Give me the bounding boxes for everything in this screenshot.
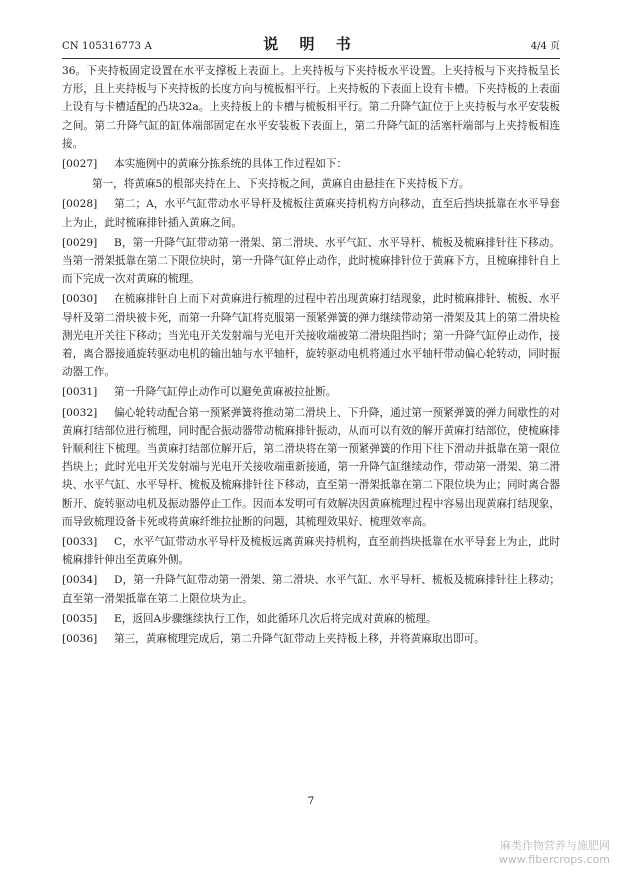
paragraph-text: 第一升降气缸停止动作可以避免黄麻被拉扯断。 [114,386,337,399]
paragraph-number: [0031] [62,386,98,399]
paragraph-text: 偏心轮转动配合第一预紧弹簧将推动第二滑块上、下升降，通过第一预紧弹簧的弹力间歇性的对黄麻打结部位进行梳理，同时配合振动器带动梳麻排针振动，从而可以有效的解开黄麻打结部位，使梳麻排针顺利往下梳理。当黄麻打结部位解开后，第二滑块将在第一预紧弹簧的作用下往下滑动并抵靠在第一限位挡块上；此时光电开关发射端与光电开关接收端重新接通，第一升降气缸继续动作，带动第一滑架、第二滑块、水平气缸、水平导杆、梳板及梳麻排针往下移动，直至第一滑架抵靠在第二下限位块为止；同时离合器断开、旋转驱动电机及振动器停止工作。因而本发明可有效解决因黄麻梳理过程中容易出现黄麻打结现象，而导致梳理设备卡死或将黄麻纤维拉扯断的问题，其梳理效果好、梳理效率高。 [62,406,560,528]
paragraph-text: 第二；A，水平气缸带动水平导杆及梳板往黄麻夹持机构方向移动，直至后挡块抵靠在水平导套上为止，此时梳麻排针插入黄麻之间。 [62,198,560,229]
paragraph [62,195,560,231]
document-body [62,62,560,650]
paragraph-text: E，返回A步骤继续执行工作，如此循环几次后将完成对黄麻的梳理。 [114,612,437,625]
paragraph [62,610,560,628]
page-header [62,30,560,58]
paragraph [62,630,560,648]
paragraph-number: [0027] [62,158,98,171]
paragraph-number: [0034] [62,574,98,587]
paragraph [62,533,560,569]
watermark-name: 麻类作物营养与施肥网 [500,839,610,852]
paragraph-text: 第一，将黄麻5的根部夹持在上、下夹持板之间，黄麻自由悬挂在下夹持板下方。 [92,178,470,191]
paragraph-number: [0032] [62,406,98,419]
paragraph-text: 第三，黄麻梳理完成后，第二升降气缸带动上夹持板上移，并将黄麻取出即可。 [114,633,485,646]
header-divider [62,58,560,59]
paragraph-text: 36。下夹持板固定设置在水平支撑板上表面上。上夹持板与下夹持板水平设置。上夹持板与下夹持板呈长方形，且上夹持板与下夹持板的长度方向与梳板相平行。上夹持板的下表面上设有卡槽。下夹持板的上表面上设有与卡槽适配的凸块32a。上夹持板上的卡槽与梳板相平行。第二升降气缸位于上夹持板与水平安装板之间。第二升降气缸的缸体端部固定在水平安装板下表面上，第二升降气缸的活塞杆端部与上夹持板相连接。 [62,65,560,150]
paragraph [62,383,560,401]
document-title: 说 明 书 [263,35,359,53]
watermark-url: www.fibercrops.com [498,853,610,866]
paragraph [62,175,560,193]
paragraph-number: [0035] [62,612,98,625]
paragraph-text: D，第一升降气缸带动第一滑架、第二滑块、水平气缸、水平导杆、梳板及梳麻排针往上移动；直至第一滑架抵靠在第二上限位块为止。 [62,574,560,605]
paragraph-number: [0028] [62,198,98,211]
paragraph-number: [0036] [62,633,98,646]
page-number: 7 [307,795,315,807]
site-watermark [499,839,610,867]
paragraph [62,404,560,531]
paragraph-text: 本实施例中的黄麻分拣系统的具体工作过程如下： [114,158,348,171]
paragraph [62,155,560,173]
patent-number: CN 105316773 A [62,41,153,52]
page-indicator: 4/4 页 [530,41,560,52]
paragraph-text: 在梳麻排针自上而下对黄麻进行梳理的过程中若出现黄麻打结现象，此时梳麻排针、梳板、水平导杆及第二滑块被卡死，而第一升降气缸将克服第一预紧弹簧的弹力继续带动第一滑架及其上的第二滑块检测光电开关往下移动；当光电开关发射端与光电开关接收端被第二滑块阻挡时；第一升降气缸停止动作，接着，离合器接通旋转驱动电机的输出轴与水平轴杆，旋转驱动电机将通过水平轴杆带动偏心轮转动，同时振动器工作。 [62,293,560,379]
paragraph-text: B，第一升降气缸带动第一滑架、第二滑块、水平气缸、水平导杆、梳板及梳麻排针往下移动。当第一滑架抵靠在第二下限位块时，第一升降气缸停止动作，此时梳麻排针位于黄麻下方，且梳麻排针自上而下完成一次对黄麻的梳理。 [62,236,560,286]
paragraph-number: [0030] [62,293,98,306]
paragraph [62,571,560,607]
paragraph [62,290,560,381]
paragraph-number: [0033] [62,536,98,549]
paragraph-text: C，水平气缸带动水平导杆及梳板远离黄麻夹持机构，直至前挡块抵靠在水平导套上为止，此时梳麻排针伸出至黄麻外侧。 [62,536,560,567]
paragraph-number: [0029] [62,236,98,249]
paragraph [62,62,560,153]
paragraph [62,234,560,289]
